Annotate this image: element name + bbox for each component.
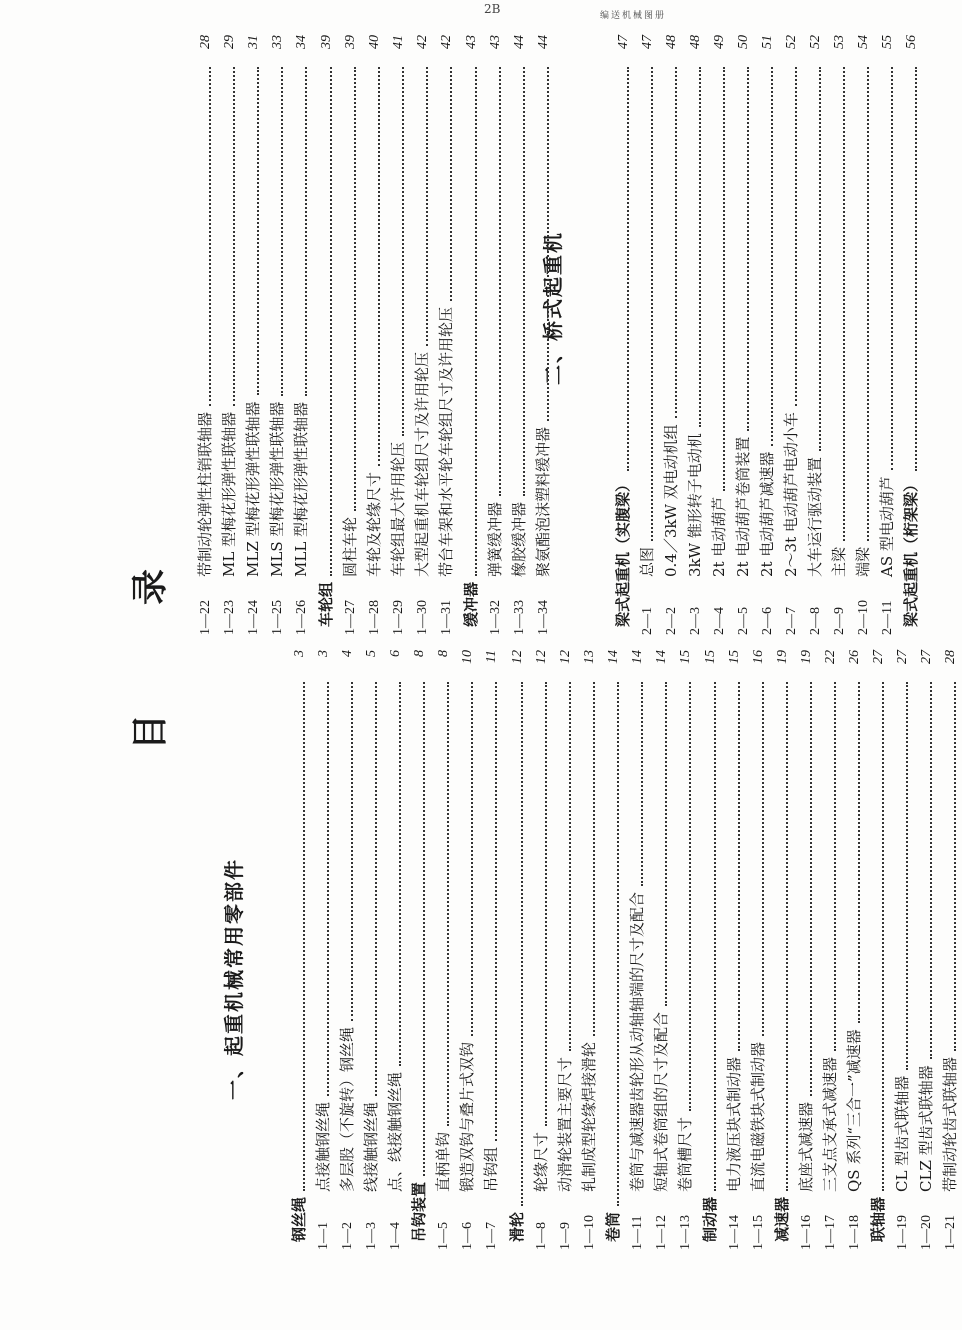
- dot-leader: [858, 682, 860, 1023]
- entry-page-number: 26: [847, 650, 862, 664]
- entry-title: 3kW 锥形转子电动机: [686, 433, 704, 577]
- entry-number: 1—24: [246, 600, 261, 635]
- entry-page-number: 11: [484, 650, 499, 663]
- entry-title: 多层股（不旋转）钢丝绳: [338, 1026, 356, 1192]
- entry-title: 端梁: [854, 546, 872, 577]
- entry-title: 梁式起重机（实腹梁）: [614, 476, 632, 627]
- entry-page-number: 52: [808, 35, 823, 49]
- entry-title: 大车运行驱动装置: [806, 456, 824, 577]
- entry-page-number: 12: [510, 650, 525, 664]
- entry-page-number: 48: [664, 35, 679, 49]
- entry-title: MLS 型梅花形弹性联轴器: [268, 401, 286, 577]
- entry-number: 1—15: [751, 1215, 766, 1250]
- entry-page-number: 15: [703, 650, 718, 664]
- dot-leader: [593, 682, 595, 1036]
- toc-entry[interactable]: [242, 35, 265, 635]
- toc-category[interactable]: [602, 650, 625, 1250]
- dot-leader: [714, 682, 716, 1191]
- entry-page-number: 40: [367, 35, 382, 49]
- entry-number: 1—23: [222, 600, 237, 635]
- entry-number: 1—14: [727, 1215, 742, 1250]
- dot-leader: [351, 682, 353, 1021]
- entry-page-number: 34: [294, 35, 309, 49]
- dot-leader: [447, 682, 449, 1126]
- entry-page-number: 28: [943, 650, 958, 664]
- dot-leader: [930, 682, 932, 1059]
- entry-number: 1—4: [388, 1222, 403, 1250]
- toc-entry[interactable]: [852, 35, 875, 635]
- entry-number: 2—2: [664, 607, 679, 635]
- entry-title: AS 型电动葫芦: [878, 476, 896, 577]
- entry-number: 1—21: [943, 1215, 958, 1250]
- dot-leader: [915, 67, 917, 471]
- dot-leader: [747, 67, 749, 431]
- section-title-1: 一、起重机械常用零部件: [222, 858, 246, 1100]
- entry-number: 1—16: [799, 1215, 814, 1250]
- entry-title: 轧制成型轮缘焊接滑轮: [580, 1041, 598, 1192]
- entry-page-number: 39: [343, 35, 358, 49]
- entry-page-number: 51: [760, 35, 775, 49]
- entry-title: 车轮及轮缘尺寸: [365, 471, 383, 577]
- entry-page-number: 8: [412, 650, 427, 657]
- toc-category[interactable]: [408, 650, 431, 1250]
- entry-number: 1—1: [316, 1222, 331, 1250]
- entry-title: 带制动轮弹性柱销联轴器: [196, 411, 214, 577]
- entry-page-number: 12: [558, 650, 573, 664]
- toc-entry[interactable]: [363, 35, 386, 635]
- dot-leader: [378, 67, 380, 466]
- corner-stamp: 编送机械图册: [600, 11, 667, 21]
- entry-title: 电力液压块式制动器: [725, 1056, 743, 1192]
- entry-page-number: 52: [784, 35, 799, 49]
- dot-leader: [675, 67, 677, 418]
- toc-entry[interactable]: [218, 35, 241, 635]
- toc-entry[interactable]: [626, 650, 649, 1250]
- toc-entry[interactable]: [411, 35, 434, 635]
- entry-title: 2t 电动葫芦卷筒装置: [734, 436, 752, 577]
- dot-leader: [651, 67, 653, 541]
- toc-entry[interactable]: [828, 35, 851, 635]
- entry-number: 1—20: [919, 1215, 934, 1250]
- toc-entry[interactable]: [384, 650, 407, 1250]
- entry-page-number: 22: [823, 650, 838, 664]
- entry-title: QS 系列“三合一”减速器: [845, 1029, 863, 1192]
- entry-title: 车轮组: [317, 581, 335, 627]
- entry-title: 2t 电动葫芦: [710, 496, 728, 577]
- section-title-2: 二、桥式起重机: [541, 231, 565, 385]
- entry-title: 轮缘尺寸: [532, 1131, 550, 1192]
- toc-entry[interactable]: [674, 650, 697, 1250]
- entry-title: 点、线接触钢丝绳: [386, 1071, 404, 1192]
- entry-title: 钢丝绳: [290, 1196, 308, 1242]
- toc-entry[interactable]: [939, 650, 962, 1250]
- entry-title: 2t 电动葫芦减速器: [758, 451, 776, 577]
- entry-title: 卷筒槽尺寸: [676, 1116, 694, 1192]
- entry-page-number: 47: [616, 35, 631, 49]
- toc-entry[interactable]: [747, 650, 770, 1250]
- entry-number: 1—13: [678, 1215, 693, 1250]
- dot-leader: [281, 67, 283, 396]
- entry-page-number: 4: [340, 650, 355, 657]
- dot-leader: [523, 67, 525, 496]
- entry-page-number: 44: [536, 35, 551, 49]
- entry-page-number: 42: [439, 35, 454, 49]
- dot-leader: [257, 67, 259, 395]
- dot-leader: [795, 67, 797, 406]
- entry-title: 锻造双钩与叠片式双钩: [458, 1041, 476, 1192]
- entry-page-number: 12: [534, 650, 549, 664]
- entry-page-number: 15: [727, 650, 742, 664]
- toc-entry[interactable]: [339, 35, 362, 635]
- toc-entry[interactable]: [891, 650, 914, 1250]
- entry-number: 2—3: [688, 607, 703, 635]
- dot-leader: [545, 682, 547, 1126]
- entry-title: 橡胶缓冲器: [510, 501, 528, 577]
- entry-title: 梁式起重机（桁架梁）: [902, 476, 920, 627]
- entry-number: 1—11: [630, 1215, 645, 1250]
- toc-entry[interactable]: [480, 650, 503, 1250]
- entry-title: 制动器: [701, 1196, 719, 1242]
- entry-number: 1—2: [340, 1222, 355, 1250]
- entry-title: 点接触钢丝绳: [314, 1101, 332, 1192]
- toc-entry[interactable]: [554, 650, 577, 1250]
- dot-leader: [786, 682, 788, 1191]
- toc-category[interactable]: [900, 35, 923, 635]
- toc-entry[interactable]: [360, 650, 383, 1250]
- entry-title: CLZ 型齿式联轴器: [917, 1065, 935, 1192]
- dot-leader: [569, 682, 571, 1051]
- dot-leader: [354, 67, 356, 511]
- toc-entry[interactable]: [732, 35, 755, 635]
- entry-page-number: 10: [460, 650, 475, 664]
- entry-page-number: 27: [919, 650, 934, 664]
- entry-page-number: 14: [654, 650, 669, 664]
- dot-leader: [495, 682, 497, 1141]
- entry-page-number: 29: [222, 35, 237, 49]
- entry-title: 卷筒与减速器齿轮形从动轴轴端的尺寸及配合: [628, 891, 646, 1192]
- entry-number: 2—9: [832, 607, 847, 635]
- toc-entry[interactable]: [684, 35, 707, 635]
- dot-leader: [819, 67, 821, 451]
- dot-leader: [450, 67, 452, 301]
- entry-page-number: 13: [582, 650, 597, 664]
- toc-entry[interactable]: [266, 35, 289, 635]
- entry-title: 联轴器: [869, 1196, 887, 1242]
- entry-page-number: 56: [904, 35, 919, 49]
- toc-entry[interactable]: [915, 650, 938, 1250]
- entry-title: 0.4／3kW 双电动机组: [662, 424, 680, 577]
- dot-leader: [547, 67, 549, 421]
- entry-page-number: 43: [464, 35, 479, 49]
- entry-page-number: 49: [712, 35, 727, 49]
- toc-entry[interactable]: [819, 650, 842, 1250]
- dot-leader: [882, 682, 884, 1191]
- entry-number: 1—17: [823, 1215, 838, 1250]
- dot-leader: [402, 67, 404, 436]
- entry-number: 2—5: [736, 607, 751, 635]
- entry-number: 1—33: [512, 600, 527, 635]
- dot-leader: [521, 682, 523, 1206]
- entry-title: 底座式减速器: [797, 1101, 815, 1192]
- entry-number: 1—25: [270, 600, 285, 635]
- dot-leader: [375, 682, 377, 1096]
- dot-leader: [627, 67, 629, 471]
- entry-page-number: 41: [391, 35, 406, 49]
- toc-entry[interactable]: [795, 650, 818, 1250]
- entry-number: 1—6: [460, 1222, 475, 1250]
- entry-title: 大型起重机车轮组尺寸及许用轮压: [413, 351, 431, 577]
- toc-entry[interactable]: [532, 35, 555, 635]
- entry-number: 2—4: [712, 607, 727, 635]
- entry-title: ML 型梅花形弹性联轴器: [220, 411, 238, 577]
- entry-page-number: 47: [640, 35, 655, 49]
- entry-title: 带台车架和水平轮车轮组尺寸及许用轮压: [437, 306, 455, 577]
- entry-page-number: 55: [880, 35, 895, 49]
- dot-leader: [641, 682, 643, 886]
- entry-page-number: 14: [606, 650, 621, 664]
- entry-title: 吊钩组: [482, 1146, 500, 1192]
- entry-page-number: 53: [832, 35, 847, 49]
- entry-page-number: 6: [388, 650, 403, 657]
- entry-title: 直柄单钩: [434, 1131, 452, 1192]
- dot-leader: [723, 67, 725, 491]
- toc-entry[interactable]: [843, 650, 866, 1250]
- entry-number: 2—1: [640, 607, 655, 635]
- toc-entry[interactable]: [708, 35, 731, 635]
- toc-category[interactable]: [288, 650, 311, 1250]
- entry-title: 总图: [638, 546, 656, 577]
- entry-page-number: 16: [751, 650, 766, 664]
- entry-number: 1—22: [198, 600, 213, 635]
- entry-title: CL 型齿式联轴器: [893, 1075, 911, 1192]
- entry-number: 1—18: [847, 1215, 862, 1250]
- entry-number: 1—12: [654, 1215, 669, 1250]
- dot-leader: [867, 67, 869, 541]
- toc-category[interactable]: [460, 35, 483, 635]
- dot-leader: [762, 682, 764, 1036]
- entry-number: 1—3: [364, 1222, 379, 1250]
- entry-number: 1—8: [534, 1222, 549, 1250]
- entry-number: 2—6: [760, 607, 775, 635]
- toc-entry[interactable]: [435, 35, 458, 635]
- entry-title: 吊钩装置: [410, 1181, 428, 1242]
- dot-leader: [771, 67, 773, 446]
- page-title-left: 目: [129, 713, 171, 750]
- entry-number: 1—27: [343, 600, 358, 635]
- toc-category[interactable]: [315, 35, 338, 635]
- toc-category[interactable]: [771, 650, 794, 1250]
- entry-page-number: 19: [775, 650, 790, 664]
- entry-title: MLL 型梅花形弹性联轴器: [292, 401, 310, 577]
- dot-leader: [209, 67, 211, 406]
- entry-page-number: 43: [488, 35, 503, 49]
- dot-leader: [399, 682, 401, 1066]
- entry-number: 1—28: [367, 600, 382, 635]
- entry-page-number: 19: [799, 650, 814, 664]
- dot-leader: [305, 67, 307, 396]
- dot-leader: [738, 682, 740, 1051]
- entry-title: 车轮组最大许用轮压: [389, 441, 407, 577]
- entry-page-number: 15: [678, 650, 693, 664]
- toc-entry[interactable]: [650, 650, 673, 1250]
- dot-leader: [699, 67, 701, 427]
- entry-number: 1—31: [439, 600, 454, 635]
- toc-category[interactable]: [612, 35, 635, 635]
- entry-number: 1—26: [294, 600, 309, 635]
- entry-page-number: 42: [415, 35, 430, 49]
- dot-leader: [426, 67, 428, 346]
- dot-leader: [327, 682, 329, 1096]
- entry-number: 1—34: [536, 600, 551, 635]
- entry-number: 2—10: [856, 600, 871, 635]
- toc-entry[interactable]: [290, 35, 313, 635]
- entry-title: 聚氨酯泡沫塑料缓冲器: [534, 426, 552, 577]
- entry-number: 1—30: [415, 600, 430, 635]
- entry-title: MLZ 型梅花形弹性联轴器: [244, 401, 262, 577]
- dot-leader: [843, 67, 845, 541]
- entry-page-number: 48: [688, 35, 703, 49]
- entry-page-number: 44: [512, 35, 527, 49]
- entry-number: 2—11: [880, 600, 895, 635]
- dot-leader: [233, 67, 235, 406]
- toc-entry[interactable]: [484, 35, 507, 635]
- entry-number: 1—32: [488, 600, 503, 635]
- entry-page-number: 39: [319, 35, 334, 49]
- dot-leader: [475, 67, 477, 576]
- toc-entry[interactable]: [508, 35, 531, 635]
- dot-leader: [891, 67, 893, 470]
- entry-number: 1—9: [558, 1222, 573, 1250]
- toc-entry[interactable]: [578, 650, 601, 1250]
- rotated-content: [129, 0, 959, 1330]
- dot-leader: [423, 682, 425, 1176]
- entry-title: 2～3t 电动葫芦电动小车: [782, 412, 800, 577]
- entry-page-number: 33: [270, 35, 285, 49]
- entry-title: 弹簧缓冲器: [486, 501, 504, 577]
- toc-entry[interactable]: [194, 35, 217, 635]
- entry-title: 减速器: [773, 1196, 791, 1242]
- dot-leader: [954, 682, 956, 1051]
- entry-title: 圆柱车轮: [341, 516, 359, 577]
- entry-page-number: 3: [292, 650, 307, 657]
- entry-number: 1—19: [895, 1215, 910, 1250]
- entry-title: 动滑轮装置主要尺寸: [556, 1056, 574, 1192]
- dot-leader: [471, 682, 473, 1036]
- entry-page-number: 54: [856, 35, 871, 49]
- dot-leader: [617, 682, 619, 1206]
- entry-page-number: 27: [895, 650, 910, 664]
- toc-category[interactable]: [699, 650, 722, 1250]
- toc-entry[interactable]: [636, 35, 659, 635]
- dot-leader: [499, 67, 501, 496]
- page-title-right: 录: [129, 568, 171, 605]
- toc-category[interactable]: [867, 650, 890, 1250]
- toc-entry[interactable]: [723, 650, 746, 1250]
- toc-entry[interactable]: [387, 35, 410, 635]
- entry-number: 1—5: [436, 1222, 451, 1250]
- entry-title: 卷筒: [604, 1211, 622, 1242]
- entry-number: 1—29: [391, 600, 406, 635]
- dot-leader: [303, 682, 305, 1191]
- dot-leader: [689, 682, 691, 1111]
- entry-number: 1—10: [582, 1215, 597, 1250]
- toc-entry[interactable]: [312, 650, 335, 1250]
- dot-leader: [665, 682, 667, 1006]
- entry-title: 主梁: [830, 546, 848, 577]
- page-number-mark: 2B: [484, 2, 501, 16]
- entry-title: 滑轮: [508, 1211, 526, 1242]
- toc-entry[interactable]: [780, 35, 803, 635]
- toc-entry[interactable]: [804, 35, 827, 635]
- dot-leader: [834, 682, 836, 1051]
- entry-title: 带制动轮齿式联轴器: [941, 1056, 959, 1192]
- entry-page-number: 27: [871, 650, 886, 664]
- toc-entry[interactable]: [530, 650, 553, 1250]
- toc-category[interactable]: [506, 650, 529, 1250]
- dot-leader: [906, 682, 908, 1070]
- toc-entry[interactable]: [336, 650, 359, 1250]
- entry-title: 线接触钢丝绳: [362, 1101, 380, 1192]
- dot-leader: [810, 682, 812, 1096]
- entry-page-number: 50: [736, 35, 751, 49]
- entry-page-number: 14: [630, 650, 645, 664]
- entry-title: 三支点支承式减速器: [821, 1056, 839, 1192]
- toc-entry[interactable]: [432, 650, 455, 1250]
- entry-number: 2—8: [808, 607, 823, 635]
- entry-page-number: 3: [316, 650, 331, 657]
- entry-title: 缓冲器: [462, 581, 480, 627]
- entry-number: 2—7: [784, 607, 799, 635]
- entry-title: 短轴式卷筒组的尺寸及配合: [652, 1011, 670, 1192]
- entry-page-number: 5: [364, 650, 379, 657]
- toc-entry[interactable]: [456, 650, 479, 1250]
- toc-entry[interactable]: [876, 35, 899, 635]
- entry-page-number: 28: [198, 35, 213, 49]
- entry-page-number: 8: [436, 650, 451, 657]
- entry-title: 直流电磁铁块式制动器: [749, 1041, 767, 1192]
- toc-entry[interactable]: [660, 35, 683, 635]
- entry-page-number: 31: [246, 35, 261, 49]
- entry-number: 1—7: [484, 1222, 499, 1250]
- dot-leader: [330, 67, 332, 576]
- toc-entry[interactable]: [756, 35, 779, 635]
